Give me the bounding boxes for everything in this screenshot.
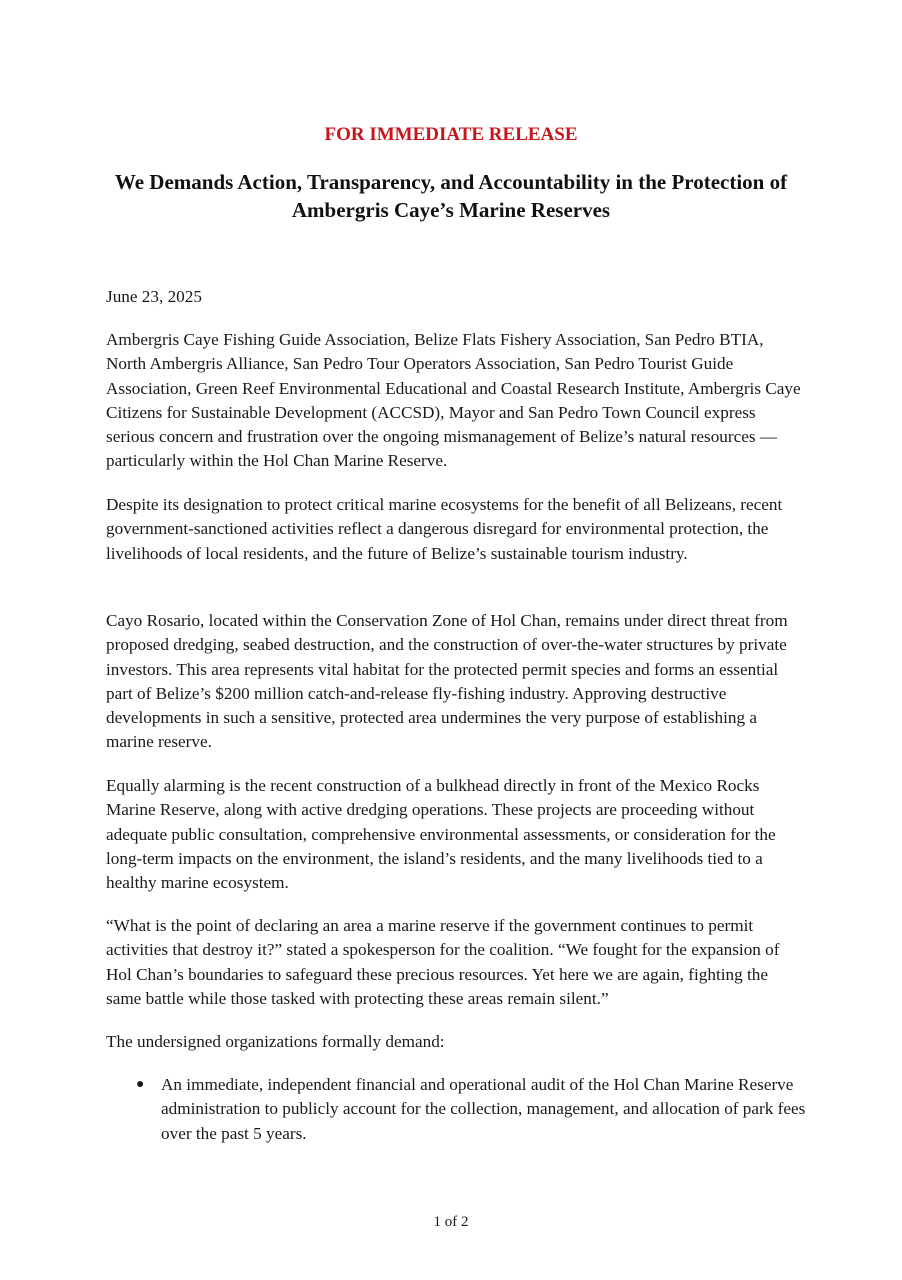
- paragraph-cayo-rosario: Cayo Rosario, located within the Conservation Zone of Hol Chan, remains under direct threat from proposed dredging, seabed destruction, and the construction of over-the-water structures by private investors. This area represents vital habitat for the protected permit species and forms an essential part of Belize’s $200 million catch-and-release fly-fishing industry. Approving destructive developments in such a sensitive, protected area undermines the very purpose of establishing a marine reserve.: [106, 611, 788, 752]
- release-date: June 23, 2025: [106, 287, 202, 306]
- paragraph-coalition: Ambergris Caye Fishing Guide Association, Belize Flats Fishery Association, San Pedro BTIA, North Ambergris Alliance, San Pedro Tour Operators Association, San Pedro Tourist Guide Association, Green Reef Environmental Educational and Coastal Research Institute, Ambergris Caye Citizens for Sustainable Development (ACCSD), Mayor and San Pedro Town Council express serious concern and frustration over the ongoing mismanagement of Belize’s natural resources — particularly within the Hol Chan Marine Reserve.: [106, 330, 801, 471]
- paragraph-mexico-rocks: Equally alarming is the recent construction of a bulkhead directly in front of the Mexico Rocks Marine Reserve, along with active dredging operations. These projects are proceeding without adequate public consultation, comprehensive environmental assessments, or consideration for the long-term impacts on the environment, the island’s residents, and the many livelihoods tied to a healthy marine ecosystem.: [106, 776, 776, 893]
- bullet-icon: ●: [136, 1077, 145, 1092]
- paragraph-demands-intro: The undersigned organizations formally demand:: [106, 1032, 445, 1051]
- demands-list: [106, 1073, 806, 1146]
- list-item: [106, 1073, 806, 1146]
- demand-text: An immediate, independent financial and operational audit of the Hol Chan Marine Reserve administration to publicly account for the collection, management, and allocation of park fees over the past 5 years.: [161, 1075, 806, 1143]
- release-label: FOR IMMEDIATE RELEASE: [324, 124, 578, 145]
- page-number: 1 of 2: [433, 1214, 469, 1230]
- headline: We Demands Action, Transparency, and Accountability in the Protection of Ambergris Caye’s Marine Reserves: [114, 170, 788, 222]
- paragraph-designation: Despite its designation to protect critical marine ecosystems for the benefit of all Belizeans, recent government-sanctioned activities reflect a dangerous disregard for environmental protection, the livelihoods of local residents, and the future of Belize’s sustainable tourism industry.: [106, 495, 783, 563]
- paragraph-quote: “What is the point of declaring an area a marine reserve if the government continues to permit activities that destroy it?” stated a spokesperson for the coalition. “We fought for the expansion of Hol Chan’s boundaries to safeguard these precious resources. Yet here we are again, fighting the same battle while those tasked with protecting these areas remain silent.”: [106, 916, 780, 1008]
